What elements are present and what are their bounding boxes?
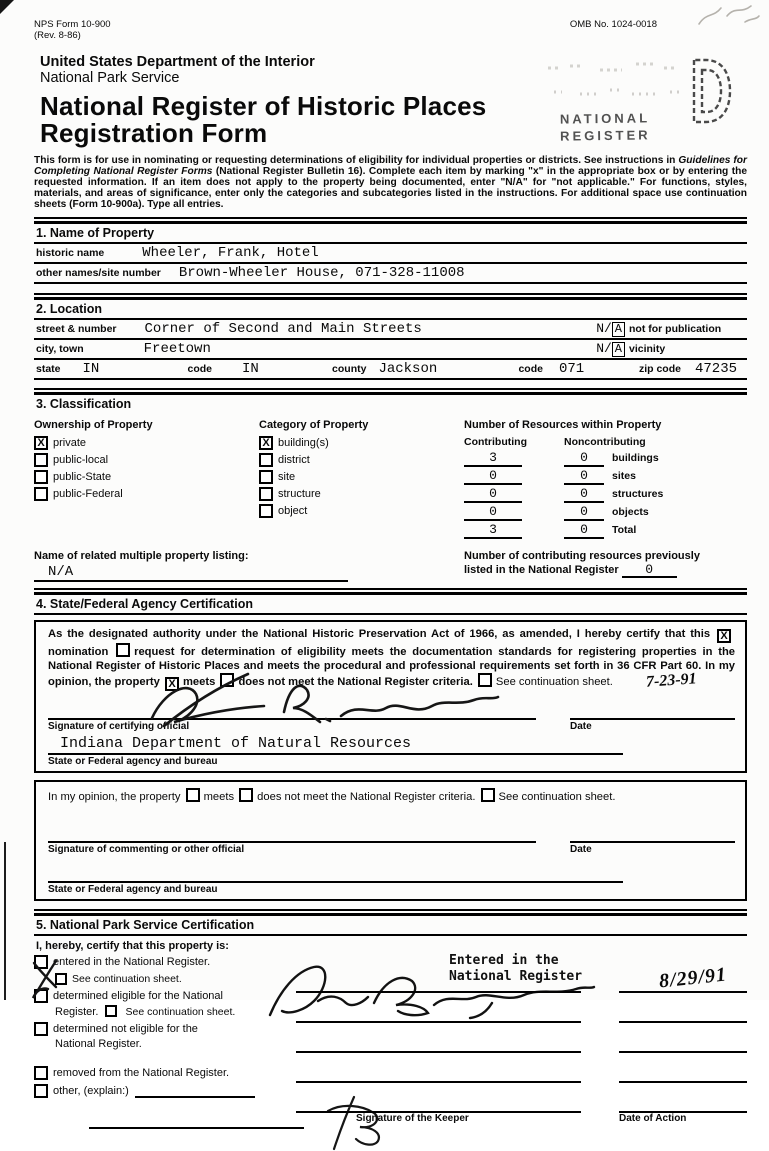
- city-label: city, town: [36, 343, 84, 355]
- other-names-row: [34, 264, 747, 284]
- determined-eligible-checkbox[interactable]: [34, 989, 48, 1003]
- instructions-part1: This form is for use in nominating or requesting determinations of eligibility for individual properties or districts. See instructions in: [34, 155, 679, 166]
- county-label: county: [332, 363, 367, 375]
- commenting-date-label: Date: [570, 843, 592, 855]
- nps-bottom-labels: [296, 1113, 747, 1124]
- meets2-label: meets: [203, 791, 235, 803]
- noncontributing-total-field[interactable]: 0: [564, 523, 604, 539]
- action-date-line-4[interactable]: [619, 1081, 747, 1083]
- certifying-signature-row: [48, 704, 735, 720]
- zip-field[interactable]: 47235: [694, 361, 737, 377]
- state-label: state: [36, 363, 61, 375]
- category-column: [259, 416, 464, 541]
- resources-buildings-row: [464, 451, 747, 467]
- contributing-header: Contributing: [464, 436, 527, 448]
- structure-label: structure: [278, 488, 321, 500]
- county-field[interactable]: Jackson: [378, 361, 438, 377]
- form-revision: (Rev. 8-86): [34, 30, 81, 41]
- other-explain-line[interactable]: [135, 1084, 255, 1098]
- action-date-line-2[interactable]: [619, 1021, 747, 1023]
- opinion-line: [48, 788, 735, 805]
- previously-listed-line2: [464, 563, 747, 578]
- other-label: other, (explain:): [53, 1084, 129, 1097]
- nps-certify-statement: I, hereby, certify that this property is:: [36, 939, 229, 952]
- object-checkbox[interactable]: [259, 504, 273, 518]
- commenting-signature-row: [48, 827, 735, 843]
- street-label: street & number: [36, 323, 117, 335]
- vicinity-label: vicinity: [629, 343, 666, 355]
- public-federal-label: public-Federal: [53, 488, 123, 500]
- buildings-label: buildings: [612, 452, 659, 464]
- removed-label: removed from the National Register.: [53, 1066, 230, 1079]
- commenting-signature-line[interactable]: [48, 827, 536, 843]
- commenting-date-line[interactable]: [570, 827, 735, 843]
- resources-sites-row: [464, 469, 747, 485]
- state-certification-box: [34, 620, 747, 773]
- section4-rule: [34, 588, 747, 595]
- related-listing-field[interactable]: N/A: [34, 564, 348, 582]
- related-listing-row: [34, 550, 747, 582]
- does-not-meet2-label: does not meet the National Register criteria.: [257, 791, 476, 803]
- certifying-date-line[interactable]: [570, 704, 735, 720]
- nomination-label: nomination: [48, 646, 109, 658]
- category-district: [259, 453, 464, 467]
- county-code-field[interactable]: 071: [558, 361, 585, 377]
- noncontributing-header: Noncontributing: [564, 436, 646, 448]
- city-row: [34, 340, 747, 360]
- commenting-signature-label: Signature of commenting or other official: [48, 843, 245, 855]
- state-code-field[interactable]: IN: [242, 361, 259, 377]
- other-names-field[interactable]: Brown-Wheeler House, 071-328-11008: [178, 265, 465, 281]
- state-row: [34, 360, 747, 380]
- county-code-label: code: [518, 363, 543, 375]
- ownership-public-state: [34, 470, 259, 484]
- determined-not-eligible-label: determined not eligible for the: [53, 1022, 198, 1035]
- district-label: district: [278, 454, 310, 466]
- object-label: object: [278, 505, 308, 517]
- street-row: [34, 320, 747, 340]
- other-names-label: other names/site number: [36, 267, 161, 279]
- noncontributing-structures-field[interactable]: 0: [564, 487, 604, 503]
- line-row-4: [296, 1081, 747, 1083]
- commenting-labels-row: [48, 844, 735, 855]
- section2-title: 2. Location: [34, 300, 747, 320]
- section3-rule: [34, 388, 747, 395]
- eligible-continuation-label: See continuation sheet.: [125, 1005, 236, 1018]
- classification-columns: [34, 416, 747, 541]
- certifying-labels-row: [48, 721, 735, 732]
- public-local-checkbox[interactable]: [34, 453, 48, 467]
- noncontributing-buildings-field[interactable]: 0: [564, 451, 604, 467]
- section1-title: 1. Name of Property: [34, 224, 747, 244]
- city-na-box[interactable]: A: [612, 342, 625, 357]
- objects-label: objects: [612, 506, 649, 518]
- district-checkbox[interactable]: [259, 453, 273, 467]
- resources-header: Number of Resources within Property: [464, 419, 662, 431]
- related-listing-block: [34, 550, 464, 582]
- previously-listed-field[interactable]: 0: [622, 563, 677, 578]
- opinion-text: In my opinion, the property: [48, 791, 181, 803]
- section2-rule: [34, 293, 747, 300]
- entered-stamp-line2: National Register: [449, 968, 583, 984]
- omb-number: OMB No. 1024-0018: [569, 19, 657, 30]
- department-title: United States Department of the Interior: [40, 54, 315, 70]
- nomination-checkbox[interactable]: X: [717, 629, 731, 643]
- previously-listed-label-1: Number of contributing resources previously: [464, 550, 700, 562]
- previously-listed-label-2: listed in the National Register: [464, 564, 619, 576]
- related-listing-label: Name of related multiple property listing:: [34, 550, 249, 562]
- determined-not-eligible-label2: National Register.: [55, 1037, 142, 1050]
- stamp-line-register: REGISTER: [560, 127, 651, 144]
- ownership-header: Ownership of Property: [34, 419, 153, 431]
- structures-label: structures: [612, 488, 664, 500]
- agency-label: State or Federal agency and bureau: [48, 756, 218, 767]
- building-label: building(s): [278, 437, 329, 449]
- scan-edge-artifact: [4, 842, 6, 1000]
- historic-name-field[interactable]: Wheeler, Frank, Hotel: [142, 245, 319, 261]
- request-label: request for determination of eligibility meets the documentation standards for registering properties in the National Register of Historic Places and meets the procedural and professional requirements set forth in 36 CFR Part 60. In my opinion, the property: [48, 646, 735, 688]
- ownership-private: [34, 436, 259, 450]
- city-field[interactable]: Freetown: [143, 341, 211, 357]
- section4-title: 4. State/Federal Agency Certification: [34, 595, 747, 615]
- line-row-2: [296, 1021, 747, 1023]
- cert-text-1: As the designated authority under the National Historic Preservation Act of 1966, as amended, I hereby certify that this: [48, 628, 711, 640]
- see-continuation-checkbox[interactable]: [478, 673, 492, 687]
- category-object: [259, 504, 464, 518]
- city-na-value[interactable]: N/: [596, 341, 612, 356]
- other-checkbox[interactable]: [34, 1084, 48, 1098]
- meets-label: meets: [182, 676, 216, 688]
- public-state-label: public-State: [53, 471, 112, 483]
- entered-continuation-checkbox[interactable]: [55, 973, 67, 985]
- date-of-action-label: Date of Action: [619, 1112, 687, 1124]
- certification-paragraph: [48, 628, 735, 691]
- form-instructions: [34, 155, 747, 210]
- category-site: [259, 470, 464, 484]
- noncontributing-sites-field[interactable]: 0: [564, 469, 604, 485]
- street-field[interactable]: Corner of Second and Main Streets: [144, 321, 422, 337]
- entered-continuation-option: [55, 973, 296, 985]
- action-date-line-3[interactable]: [619, 1051, 747, 1053]
- form-number: NPS Form 10-900: [34, 19, 111, 30]
- category-building: [259, 436, 464, 450]
- private-checkbox[interactable]: X: [34, 436, 48, 450]
- meets2-checkbox[interactable]: [186, 788, 200, 802]
- entered-stamp-line1: Entered in the: [449, 952, 559, 968]
- resources-column: [464, 416, 747, 541]
- public-federal-checkbox[interactable]: [34, 487, 48, 501]
- see-continuation-label: See continuation sheet.: [495, 676, 613, 688]
- entered-label: entered in the National Register.: [53, 955, 211, 968]
- section1-rule: [34, 217, 747, 224]
- determined-eligible-option: [34, 989, 296, 1003]
- previously-listed-block: [464, 550, 747, 582]
- keeper-signature-line-1[interactable]: [296, 991, 581, 993]
- does-not-meet-checkbox[interactable]: [220, 673, 234, 687]
- service-title: National Park Service: [40, 70, 180, 86]
- entered-date-handwritten[interactable]: 8/29/91: [657, 963, 728, 993]
- instructions-part2: (National Register Bulletin 16). Complete each item by marking "x" in the appropriate box or by entering the requested information. If an item does not apply to the property being documented, enter "N/A" for "not applicable." For functions, styles, materials, and areas of significance, enter only the categories and subcategories listed in the instructions. For additional space use continuation sheets (Form 10-900a). Type all entries.: [34, 166, 747, 210]
- section5-rule: [34, 909, 747, 916]
- noncontributing-objects-field[interactable]: 0: [564, 505, 604, 521]
- contributing-structures-field[interactable]: 0: [464, 487, 522, 503]
- meets-checkbox[interactable]: X: [165, 677, 179, 691]
- determined-eligible-label: determined eligible for the National: [53, 989, 223, 1002]
- private-label: private: [53, 437, 87, 449]
- sites-label: sites: [612, 470, 636, 482]
- line-row-1: [296, 991, 747, 993]
- stamp-line-national: NATIONAL: [559, 110, 651, 127]
- public-local-label: public-local: [53, 454, 109, 466]
- keeper-signature-line-2[interactable]: [296, 1021, 581, 1023]
- contributing-buildings-field[interactable]: 3: [464, 451, 522, 467]
- contributing-objects-field[interactable]: 0: [464, 505, 522, 521]
- resources-structures-row: [464, 487, 747, 503]
- determined-not-eligible-line2: [55, 1038, 296, 1050]
- keeper-signature-line-4[interactable]: [296, 1081, 581, 1083]
- entered-option: [34, 955, 296, 969]
- ownership-public-local: [34, 453, 259, 467]
- determined-not-eligible-checkbox[interactable]: [34, 1022, 48, 1036]
- action-date-line-1[interactable]: [619, 991, 747, 993]
- page-title: [40, 93, 747, 147]
- section3-title: 3. Classification: [36, 397, 132, 411]
- form-number-block: [34, 20, 111, 42]
- historic-name-row: [34, 244, 747, 264]
- agency-field[interactable]: Indiana Department of Natural Resources: [48, 735, 623, 755]
- bottom-left-line[interactable]: [89, 1127, 304, 1129]
- street-na-value[interactable]: N/: [596, 321, 612, 336]
- public-state-checkbox[interactable]: [34, 470, 48, 484]
- title-line-2: Registration Form: [40, 118, 268, 148]
- form-header-row: [34, 0, 747, 42]
- see-continuation2-checkbox[interactable]: [481, 788, 495, 802]
- certifying-date-handwritten[interactable]: 7-23-91: [645, 670, 698, 691]
- keeper-signature-label: Signature of the Keeper: [356, 1112, 469, 1124]
- scan-corner-artifact: [0, 0, 14, 14]
- category-structure: [259, 487, 464, 501]
- site-checkbox[interactable]: [259, 470, 273, 484]
- determined-eligible-line2: [55, 1005, 296, 1018]
- request-checkbox[interactable]: [116, 643, 130, 657]
- building-checkbox[interactable]: X: [259, 436, 273, 450]
- contributing-sites-field[interactable]: 0: [464, 469, 522, 485]
- removed-checkbox[interactable]: [34, 1066, 48, 1080]
- eligible-continuation-checkbox[interactable]: [105, 1005, 117, 1017]
- other-option: [34, 1084, 296, 1098]
- section5-title: 5. National Park Service Certification: [34, 916, 747, 936]
- removed-option: [34, 1066, 296, 1080]
- nps-options-column: [34, 955, 296, 1102]
- resources-objects-row: [464, 505, 747, 521]
- site-label: site: [278, 471, 296, 483]
- does-not-meet-label: does not meet the National Register criteria.: [238, 676, 473, 688]
- certifying-date-label: Date: [570, 721, 592, 732]
- entered-checkbox[interactable]: [34, 955, 48, 969]
- line-row-3: [296, 1051, 747, 1053]
- commenting-certification-box: [34, 780, 747, 901]
- does-not-meet2-checkbox[interactable]: [239, 788, 253, 802]
- instructions-italic: Guidelines for Completing National Register Forms: [34, 155, 747, 177]
- street-na-box[interactable]: A: [612, 322, 625, 337]
- state-field[interactable]: IN: [82, 361, 100, 377]
- state-code-label: code: [187, 363, 213, 375]
- contributing-total-field[interactable]: 3: [464, 523, 522, 539]
- not-for-publication-label: not for publication: [629, 323, 722, 335]
- zip-label: zip code: [638, 363, 681, 375]
- certifying-signature-line[interactable]: [48, 704, 536, 720]
- entered-stamp: [449, 953, 582, 985]
- total-label: Total: [612, 524, 637, 536]
- see-continuation2-label: See continuation sheet.: [498, 791, 616, 803]
- category-header: Category of Property: [259, 419, 369, 431]
- determined-not-eligible-option: [34, 1022, 296, 1036]
- keeper-signature-line-3[interactable]: [296, 1051, 581, 1053]
- certifying-signature-label: Signature of certifying official: [48, 721, 190, 732]
- ownership-column: [34, 416, 259, 541]
- agency2-line[interactable]: [48, 865, 623, 883]
- resources-subheaders: [464, 436, 747, 448]
- entered-continuation-label: See continuation sheet.: [72, 972, 182, 985]
- structure-checkbox[interactable]: [259, 487, 273, 501]
- agency2-label: State or Federal agency and bureau: [48, 883, 218, 895]
- ownership-public-federal: [34, 487, 259, 501]
- historic-name-label: historic name: [36, 247, 105, 259]
- nps-certification-body: [34, 952, 747, 1151]
- title-line-1: National Register of Historic Places: [40, 91, 487, 121]
- determined-eligible-label2: Register.: [55, 1005, 99, 1018]
- resources-total-row: [464, 523, 747, 539]
